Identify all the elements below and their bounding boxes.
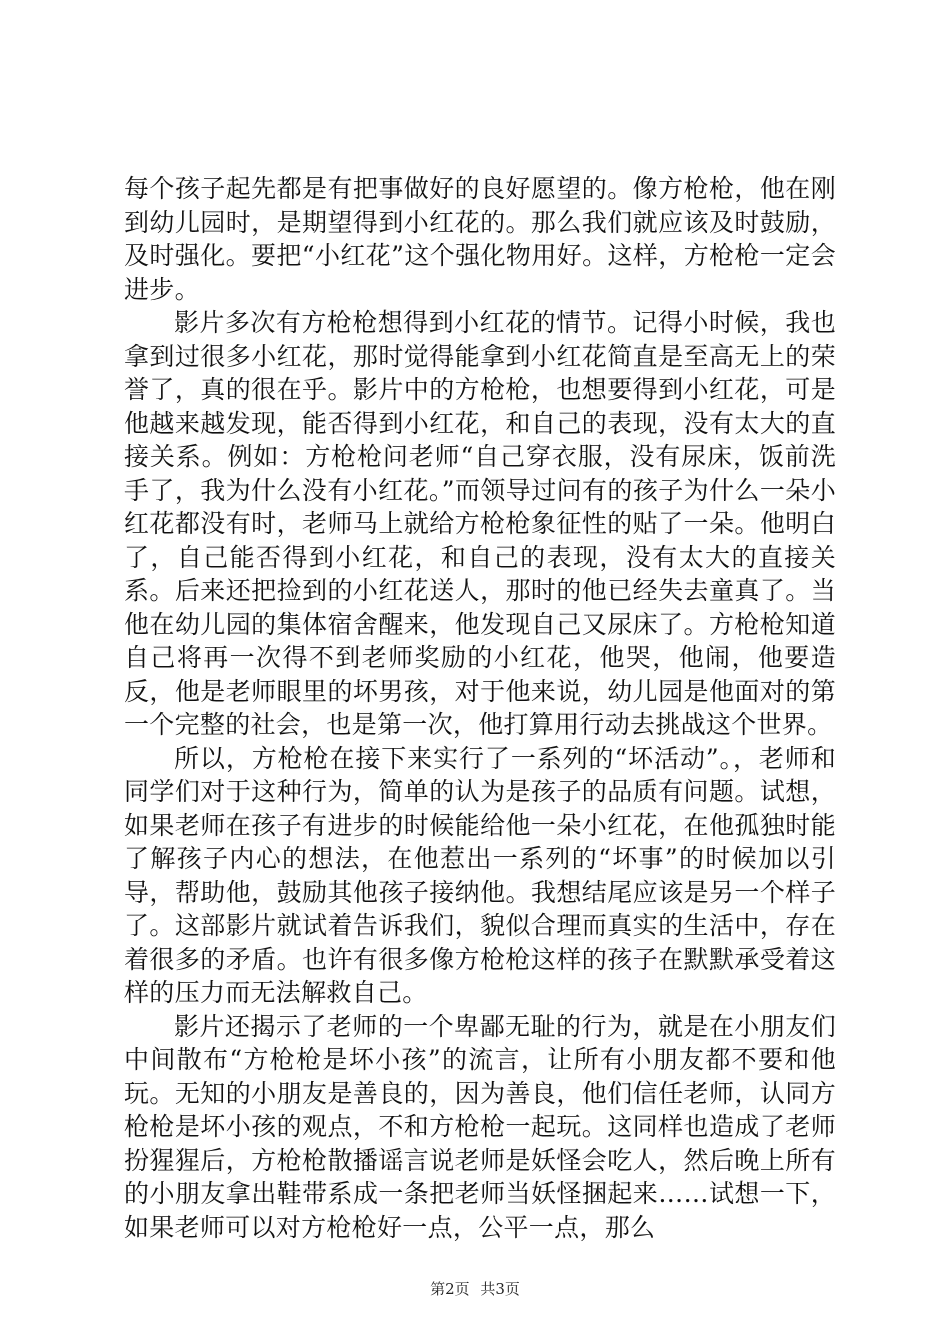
- paragraph-2: 影片多次有方枪枪想得到小红花的情节。记得小时候，我也拿到过很多小红花，那时觉得能拿到小红花简直是至高无上的荣誉了，真的很在乎。影片中的方枪枪，也想要得到小红花，可是他越来越发现，能否得到小红花，和自己的表现，没有太大的直接关系。例如：方枪枪问老师“自己穿衣服，没有尿床，饭前洗手了，我为什么没有小红花。”而领导过问有的孩子为什么一朵小红花都没有时，老师马上就给方枪枪象征性的贴了一朵。他明白了，自己能否得到小红花，和自己的表现，没有太大的直接关系。后来还把捡到的小红花送人，那时的他已经失去童真了。当他在幼儿园的集体宿舍醒来，他发现自己又尿床了。方枪枪知道自己将再一次得不到老师奖励的小红花，他哭，他闹，他要造反，他是老师眼里的坏男孩，对于他来说，幼儿园是他面对的第一个完整的社会，也是第一次，他打算用行动去挑战这个世界。: [124, 308, 836, 739]
- body-text: [124, 172, 836, 1244]
- page-number: 第2页: [430, 1280, 470, 1298]
- paragraph-1: 每个孩子起先都是有把事做好的良好愿望的。像方枪枪，他在刚到幼儿园时，是期望得到小红花的。那么我们就应该及时鼓励，及时强化。要把“小红花”这个强化物用好。这样，方枪枪一定会进步。: [124, 174, 836, 304]
- page-total: 共3页: [480, 1280, 520, 1298]
- page-footer: [0, 1278, 950, 1299]
- paragraph-4: 影片还揭示了老师的一个卑鄙无耻的行为，就是在小朋友们中间散布“方枪枪是坏小孩”的流言，让所有小朋友都不要和他玩。无知的小朋友是善良的，因为善良，他们信任老师，认同方枪枪是坏小孩的观点，不和方枪枪一起玩。这同样也造成了老师扮猩猩后，方枪枪散播谣言说老师是妖怪会吃人，然后晚上所有的小朋友拿出鞋带系成一条把老师当妖怪捆起来……试想一下，如果老师可以对方枪枪好一点，公平一点，那么: [124, 1011, 836, 1242]
- paragraph-3: 所以，方枪枪在接下来实行了一系列的“坏活动”。，老师和同学们对于这种行为，简单的认为是孩子的品质有问题。试想，如果老师在孩子有进步的时候能给他一朵小红花，在他孤独时能了解孩子内心的想法，在他惹出一系列的“坏事”的时候加以引导，帮助他，鼓励其他孩子接纳他。我想结尾应该是另一个样子了。这部影片就试着告诉我们，貌似合理而真实的生活中，存在着很多的矛盾。也许有很多像方枪枪这样的孩子在默默承受着这样的压力而无法解救自己。: [124, 743, 836, 1007]
